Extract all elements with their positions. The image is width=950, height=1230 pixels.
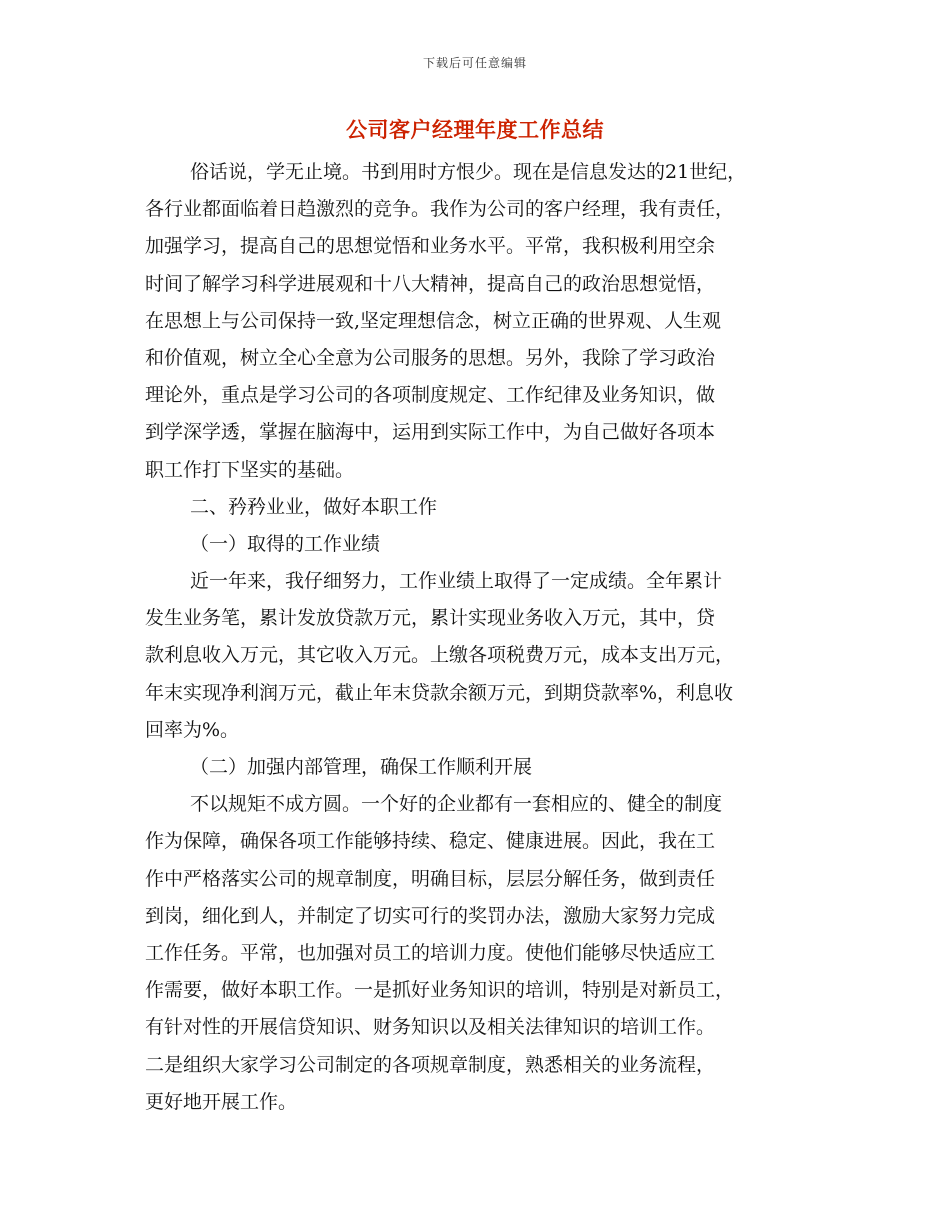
body-text-line: （二）加强内部管理，确保工作顺利开展 (190, 756, 533, 778)
body-text-line: 到岗，细化到人，并制定了切实可行的奖罚办法，激励大家努力完成 (145, 904, 716, 927)
body-text-line: 和价值观，树立全心全意为公司服务的思想。另外，我除了学习政治 (145, 346, 716, 369)
body-text-line: 回率为%。 (145, 718, 240, 741)
body-text-line: 作为保障，确保各项工作能够持续、稳定、健康进展。因此，我在工 (145, 830, 716, 853)
body-text-line: 理论外，重点是学习公司的各项制度规定、工作纪律及业务知识，做 (145, 384, 716, 407)
body-text-line: 作中严格落实公司的规章制度，明确目标，层层分解任务，做到责任 (145, 867, 716, 890)
body-text-line: 款利息收入万元，其它收入万元。上缴各项税费万元，成本支出万元， (145, 644, 735, 667)
body-text-line: 职工作打下坚实的基础。 (145, 458, 355, 481)
document-body (145, 154, 825, 1121)
body-text-line: 不以规矩不成方圆。一个好的企业都有一套相应的、健全的制度 (190, 793, 723, 816)
body-text-line: 年末实现净利润万元，截止年末贷款余额万元，到期贷款率%，利息收 (145, 681, 734, 704)
body-text-line: 有针对性的开展信贷知识、财务知识以及相关法律知识的培训工作。 (145, 1016, 716, 1039)
page-header-note: 下载后可任意编辑 (422, 56, 527, 70)
body-text-line: 更好地开展工作。 (145, 1090, 298, 1113)
body-text-line: 作需要，做好本职工作。一是抓好业务知识的培训，特别是对新员工， (145, 979, 735, 1002)
body-text-line: 近一年来，我仔细努力，工作业绩上取得了一定成绩。全年累计 (190, 570, 723, 593)
body-text-line: 时间了解学习科学进展观和十八大精神，提高自己的政治思想觉悟， (145, 272, 716, 295)
body-text-line: 发生业务笔，累计发放贷款万元，累计实现业务收入万元，其中，贷 (145, 607, 716, 630)
body-text-line: 二、矜矜业业，做好本职工作 (190, 495, 438, 518)
body-text-line: 俗话说，学无止境。书到用时方恨少。现在是信息发达的21世纪， (190, 161, 747, 183)
body-text-line: （一）取得的工作业绩 (190, 532, 381, 555)
document-title: 公司客户经理年度工作总结 (346, 117, 604, 142)
body-text-line: 各行业都面临着日趋激烈的竞争。我作为公司的客户经理，我有责任， (145, 198, 735, 221)
body-text-line: 加强学习，提高自己的思想觉悟和业务水平。平常，我积极利用空余 (145, 235, 716, 258)
body-text-line: 到学深学透，掌握在脑海中，运用到实际工作中，为自己做好各项本 (145, 421, 716, 444)
body-text-line: 在思想上与公司保持一致,坚定理想信念，树立正确的世界观、人生观 (145, 309, 722, 332)
body-text-line: 二是组织大家学习公司制定的各项规章制度，熟悉相关的业务流程， (145, 1053, 716, 1076)
body-text-line: 工作任务。平常，也加强对员工的培训力度。使他们能够尽快适应工 (145, 941, 716, 964)
